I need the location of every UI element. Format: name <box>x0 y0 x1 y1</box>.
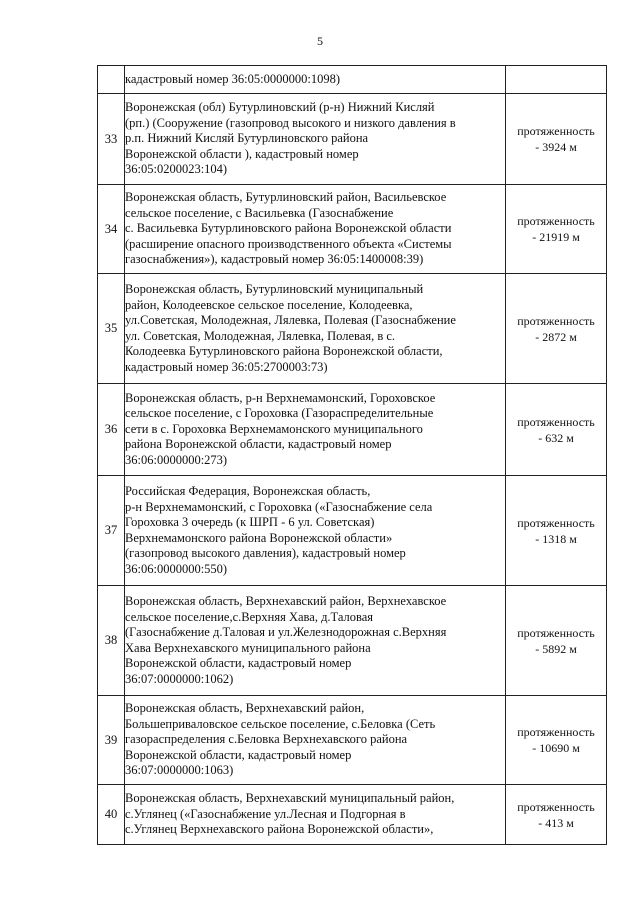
description-line: Воронежская область, Бутурлиновский район, Васильевское <box>125 190 447 205</box>
description-line: 36:07:0000000:1062) <box>125 671 234 686</box>
length-label: протяженность <box>517 414 595 429</box>
length-label: протяженность <box>517 725 595 739</box>
object-length <box>506 476 607 586</box>
description-line: (газопровод высокого давления), кадастровый номер <box>125 546 406 560</box>
length-value: - 3924 м <box>535 140 577 154</box>
description-line: р-н Верхнемамонский, с Гороховка («Газоснабжение села <box>125 499 433 514</box>
object-length <box>506 586 607 696</box>
description-line: Воронежской области, кадастровый номер <box>125 747 352 762</box>
object-description <box>125 384 506 476</box>
description-line: Воронежской области, кадастровый номер <box>125 656 352 670</box>
table-row <box>98 586 607 696</box>
object-description <box>125 66 506 94</box>
row-number: 35 <box>98 274 125 384</box>
row-number: 38 <box>98 586 125 696</box>
objects-table <box>97 65 607 845</box>
row-number <box>98 66 125 94</box>
description-line: район, Колодеевское сельское поселение, Колодеевка, <box>125 297 413 312</box>
length-value: - 10690 м <box>532 741 580 755</box>
description-line: кадастровый номер 36:05:0000000:1098) <box>125 71 340 86</box>
object-length <box>506 66 607 94</box>
row-number: 33 <box>98 94 125 185</box>
row-number: 40 <box>98 785 125 845</box>
table-row <box>98 696 607 785</box>
description-line: (расширение опасного производственного объекта «Системы <box>125 236 452 251</box>
description-line: района Воронежской области, кадастровый номер <box>125 437 392 452</box>
description-line: сельское поселение, с Васильевка (Газоснабжение <box>125 205 394 220</box>
length-value: - 1318 м <box>535 531 577 546</box>
description-line: Воронежская область, р-н Верхнемамонский, Гороховское <box>125 390 436 405</box>
length-label: протяженность <box>517 625 595 640</box>
description-line: с.Углянец Верхнехавского района Воронежской области», <box>125 822 434 837</box>
table-row <box>98 94 607 185</box>
description-line: Колодеевка Бутурлиновского района Воронежской области, <box>125 344 443 358</box>
length-label: протяженность <box>517 313 595 328</box>
description-line: 36:07:0000000:1063) <box>125 763 234 778</box>
row-number: 39 <box>98 696 125 785</box>
length-value: - 2872 м <box>535 329 577 344</box>
length-label: протяженность <box>517 124 595 138</box>
object-description <box>125 274 506 384</box>
description-line: р.п. Нижний Кисляй Бутурлиновского района <box>125 131 369 146</box>
object-description <box>125 586 506 696</box>
row-number: 37 <box>98 476 125 586</box>
description-line: 36:06:0000000:550) <box>125 561 228 576</box>
object-description <box>125 476 506 586</box>
description-line: Хава Верхнехавского муниципального района <box>125 640 371 655</box>
length-label: протяженность <box>517 515 595 530</box>
length-label: протяженность <box>517 799 595 814</box>
object-length <box>506 785 607 845</box>
object-length <box>506 274 607 384</box>
description-line: газораспределения с.Беловка Верхнехавского района <box>125 732 408 747</box>
description-line: сельское поселение,с.Верхняя Хава, д.Таловая <box>125 609 374 624</box>
description-line: Гороховка 3 очередь (к ШРП - 6 ул. Советская) <box>125 515 375 529</box>
description-line: с.Углянец («Газоснабжение ул.Лесная и Подгорная в <box>125 806 406 821</box>
description-line: Верхнемамонского района Воронежской области» <box>125 530 393 545</box>
description-line: Воронежской области ), кадастровый номер <box>125 146 359 161</box>
object-description <box>125 785 506 845</box>
description-line: 36:05:0200023:104) <box>125 162 228 177</box>
length-value: - 413 м <box>538 815 574 830</box>
row-number: 36 <box>98 384 125 476</box>
table-row <box>98 476 607 586</box>
description-line: Воронежская (обл) Бутурлиновский (р-н) Нижний Кисляй <box>125 100 435 115</box>
object-description <box>125 94 506 185</box>
description-line: (рп.) (Сооружение (газопровод высокого и низкого давления в <box>125 115 456 130</box>
object-description <box>125 185 506 274</box>
table-row <box>98 66 607 94</box>
description-line: Российская Федерация, Воронежская область, <box>125 484 371 498</box>
object-length <box>506 185 607 274</box>
description-line: Воронежская область, Бутурлиновский муниципальный <box>125 282 424 296</box>
description-line: 36:06:0000000:273) <box>125 452 228 467</box>
object-length <box>506 384 607 476</box>
description-line: ул.Советская, Молодежная, Лялевка, Полевая (Газоснабжение <box>125 313 456 327</box>
description-line: газоснабжения»), кадастровый номер 36:05:1400008:39) <box>125 252 424 267</box>
description-line: Воронежская область, Верхнехавский район, Верхнехавское <box>125 594 447 608</box>
description-line: (Газоснабжение д.Таловая и ул.Железнодорожная с.Верхняя <box>125 625 447 639</box>
description-line: Воронежская область, Верхнехавский район, <box>125 701 365 716</box>
object-length <box>506 696 607 785</box>
table-row <box>98 185 607 274</box>
length-value: - 5892 м <box>535 641 577 656</box>
length-value: - 632 м <box>538 430 574 445</box>
description-line: Воронежская область, Верхнехавский муниципальный район, <box>125 791 455 806</box>
table-row <box>98 785 607 845</box>
description-line: Большеприваловское сельское поселение, с.Беловка (Сеть <box>125 716 436 731</box>
description-line: сети в с. Гороховка Верхнемамонского муниципального <box>125 421 423 436</box>
length-label: протяженность <box>517 214 595 228</box>
description-line: кадастровый номер 36:05:2700003:73) <box>125 359 328 374</box>
row-number: 34 <box>98 185 125 274</box>
object-description <box>125 696 506 785</box>
description-line: ул. Советская, Молодежная, Лялевка, Полевая, в с. <box>125 328 396 343</box>
object-length <box>506 94 607 185</box>
length-value: - 21919 м <box>532 230 580 244</box>
page-number: 5 <box>317 34 323 48</box>
description-line: с. Васильевка Бутурлиновского района Воронежской области <box>125 221 452 236</box>
table-row <box>98 384 607 476</box>
description-line: сельское поселение, с Гороховка (Газораспределительные <box>125 406 434 421</box>
table-row <box>98 274 607 384</box>
